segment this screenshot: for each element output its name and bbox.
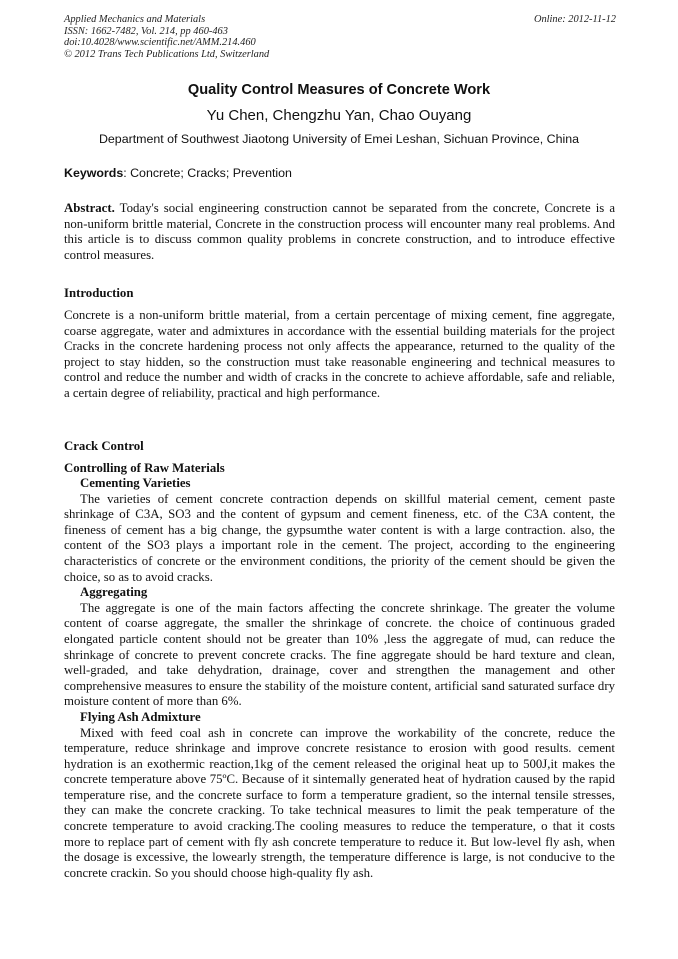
- raw-materials-heading: Controlling of Raw Materials: [64, 461, 225, 475]
- copyright-line: © 2012 Trans Tech Publications Ltd, Switzerland: [64, 48, 270, 60]
- cementing-varieties-text: The varieties of cement concrete contraction depends on skillful material cement, cement paste shrinkage of C3A, SO3 and the content of gypsum and cement fineness, etc. of the C3A content, the fineness of cement has a big change, the gypsumthe water content is with a large contraction. also, the content of the SO3 plays a important role in the cement. The project, according to the engineering characteristics of concrete or the environment conditions, the priority of the cement should be given the choice, so as to avoid cracks.: [64, 491, 615, 584]
- keywords-label: Keywords: [64, 166, 124, 180]
- introduction-text: Concrete is a non-uniform brittle material, from a certain percentage of mixing cement, fine aggregate, coarse aggregate, water and admixtures in accordance with the essential building materials for the project Cracks in the concrete hardening process not only affects the appearance, returned to the quality of the project to stay hidden, so the construction must take reasonable engineering and technical measures to control and reduce the number and width of cracks in the concrete to achieve affordable, safe and reliable, a certain degree of reliability, practical and high performance.: [64, 308, 615, 400]
- author-affiliation: Department of Southwest Jiaotong University of Emei Leshan, Sichuan Province, China: [98, 132, 580, 146]
- cementing-varieties-heading: Cementing Varieties: [80, 476, 191, 490]
- crack-control-heading: Crack Control: [64, 439, 144, 453]
- flying-ash-text: Mixed with feed coal ash in concrete can improve the workability of the concrete, reduce the temperature, reduce shrinkage and improve concrete resistance to erosion with good results. cement hydration is an exothermic reaction,1kg of the cement released the original heat up to 500J,it makes the concrete temperature above 75ºC. Because of it sintemally generated heat of hydration caused by the rapid temperature rise, and the concrete surface to form a temperature gradient, so the internal tensile stresses, they can make the concrete cracking. To take technical measures to limit the peak temperature of the concrete temperature to avoid cracking.The cooling measures to reduce the temperature, o that it costs more to replace part of cement with fly ash concrete temperature to reduce it. But low-level fly ash, when the dosage is excessive, the lowearly strength, the temperature difference is large, is not conducive to the concrete crackin. So you should choose high-quality fly ash.: [64, 725, 615, 880]
- paper-authors: Yu Chen, Chengzhu Yan, Chao Ouyang: [206, 107, 472, 124]
- keywords-line: [64, 166, 616, 180]
- online-date: Online: 2012-11-12: [533, 14, 616, 25]
- abstract-text: Today's social engineering construction cannot be separated from the concrete, Concrete is a non-uniform brittle material, Concrete in the construction process will encounter many real problems. And this article is to discuss common quality problems in concrete construction, and to introduce effective control measures.: [64, 201, 615, 262]
- abstract: [64, 201, 615, 263]
- raw-materials-section: [64, 476, 615, 881]
- doi-line[interactable]: doi:10.4028/www.scientific.net/AMM.214.460: [64, 37, 256, 49]
- aggregating-text: The aggregate is one of the main factors affecting the concrete shrinkage. The greater the volume content of coarse aggregate, the smaller the shrinkage of concrete. the choice of continuous graded elongated particle content should not be greater than 10% ,less the aggregate of mud, can reduce the shrinkage of concrete to prevent concrete cracks. The fine aggregate should be hard texture and clean, well-graded, and take dehydration, drainage, cover and strengthen the management and other comprehensive measures to ensure the stability of the moisture content, artificial sand saturated surface dry moisture content of more than 6%.: [64, 600, 615, 709]
- abstract-label: Abstract.: [64, 201, 115, 215]
- aggregating-heading: Aggregating: [80, 585, 148, 600]
- keywords-text: : Concrete; Cracks; Prevention: [123, 166, 292, 180]
- publication-header: [64, 14, 616, 60]
- introduction-heading: Introduction: [64, 286, 134, 300]
- issn-line: ISSN: 1662-7482, Vol. 214, pp 460-463: [64, 25, 228, 37]
- paper-title: Quality Control Measures of Concrete Work: [187, 82, 491, 98]
- journal-name: Applied Mechanics and Materials: [64, 14, 206, 25]
- flying-ash-heading: Flying Ash Admixture: [80, 709, 201, 724]
